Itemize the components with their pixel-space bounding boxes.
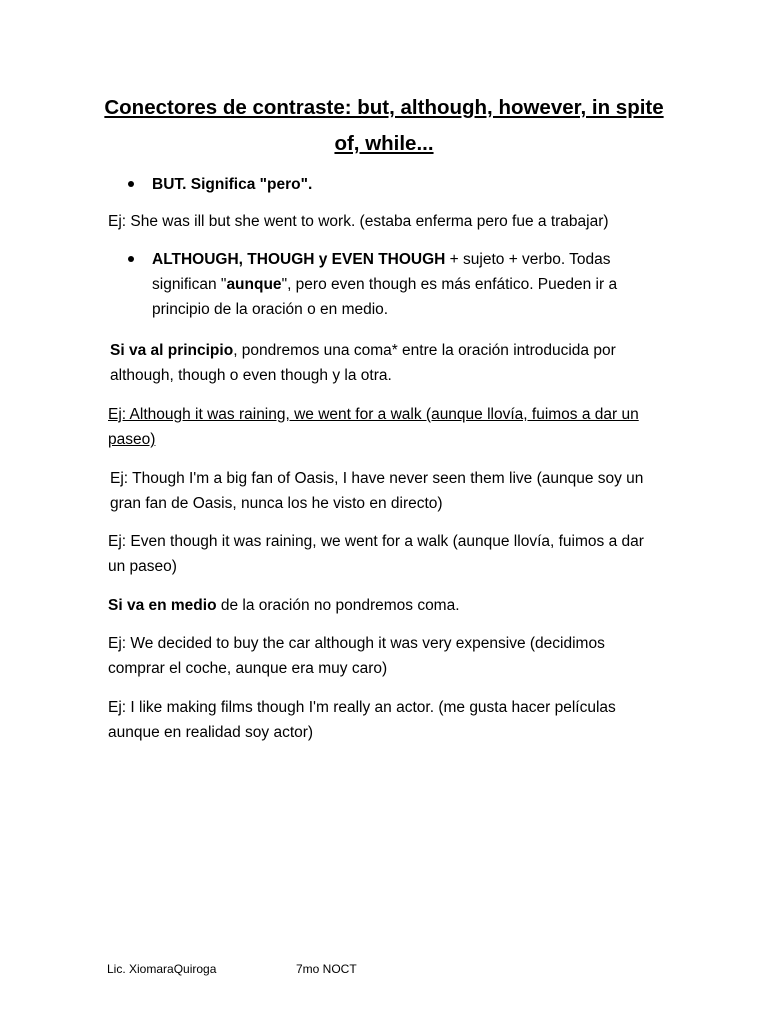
example-principio: Ej: Even though it was raining, we went for a walk (aunque llovía, fuimos a dar un paseo) [108,533,644,575]
page-title: Conectores de contraste: but, although, however, in spite of, while... [104,96,664,155]
paragraph-principio [110,338,655,388]
text-part: , pondremos una coma* entre la oración introducida por although, though o even though y la otra. [110,342,616,384]
example-principio: Ej: Though I'm a big fan of Oasis, I have never seen them live (aunque soy un gran fan de Oasis, nunca los he visto en directo) [110,470,644,512]
footer-author: Lic. XiomaraQuiroga [107,962,217,976]
bold-lead: Si va al principio [110,342,234,359]
paragraph-medio [108,593,653,618]
bold-lead: ALTHOUGH, THOUGH y EVEN THOUGH [152,251,446,268]
bullet-item-but [128,172,653,197]
bold-word: aunque [226,276,282,293]
bullet-icon [128,181,134,187]
bullet-text: BUT. Significa "pero". [152,176,313,193]
bold-lead: Si va en medio [108,597,217,614]
bullet-text [152,247,653,322]
example-principio: Ej: Although it was raining, we went for a walk (aunque llovía, fuimos a dar un paseo) [108,406,639,448]
example-but: Ej: She was ill but she went to work. (estaba enferma pero fue a trabajar) [108,213,609,230]
text-part: ", pero even though es más enfático. Pueden ir a principio de la oración o en medio. [152,276,618,318]
bullet-item-although [128,247,653,322]
text-part: + sujeto + verbo. Todas significan " [152,251,611,293]
footer-course: 7mo NOCT [296,962,357,976]
example-medio: Ej: We decided to buy the car although it was very expensive (decidimos comprar el coche, aunque era muy caro) [108,635,605,677]
text-part: de la oración no pondremos coma. [216,597,460,614]
example-medio: Ej: I like making films though I'm really an actor. (me gusta hacer películas aunque en realidad soy actor) [108,699,616,741]
bullet-icon [128,256,134,262]
